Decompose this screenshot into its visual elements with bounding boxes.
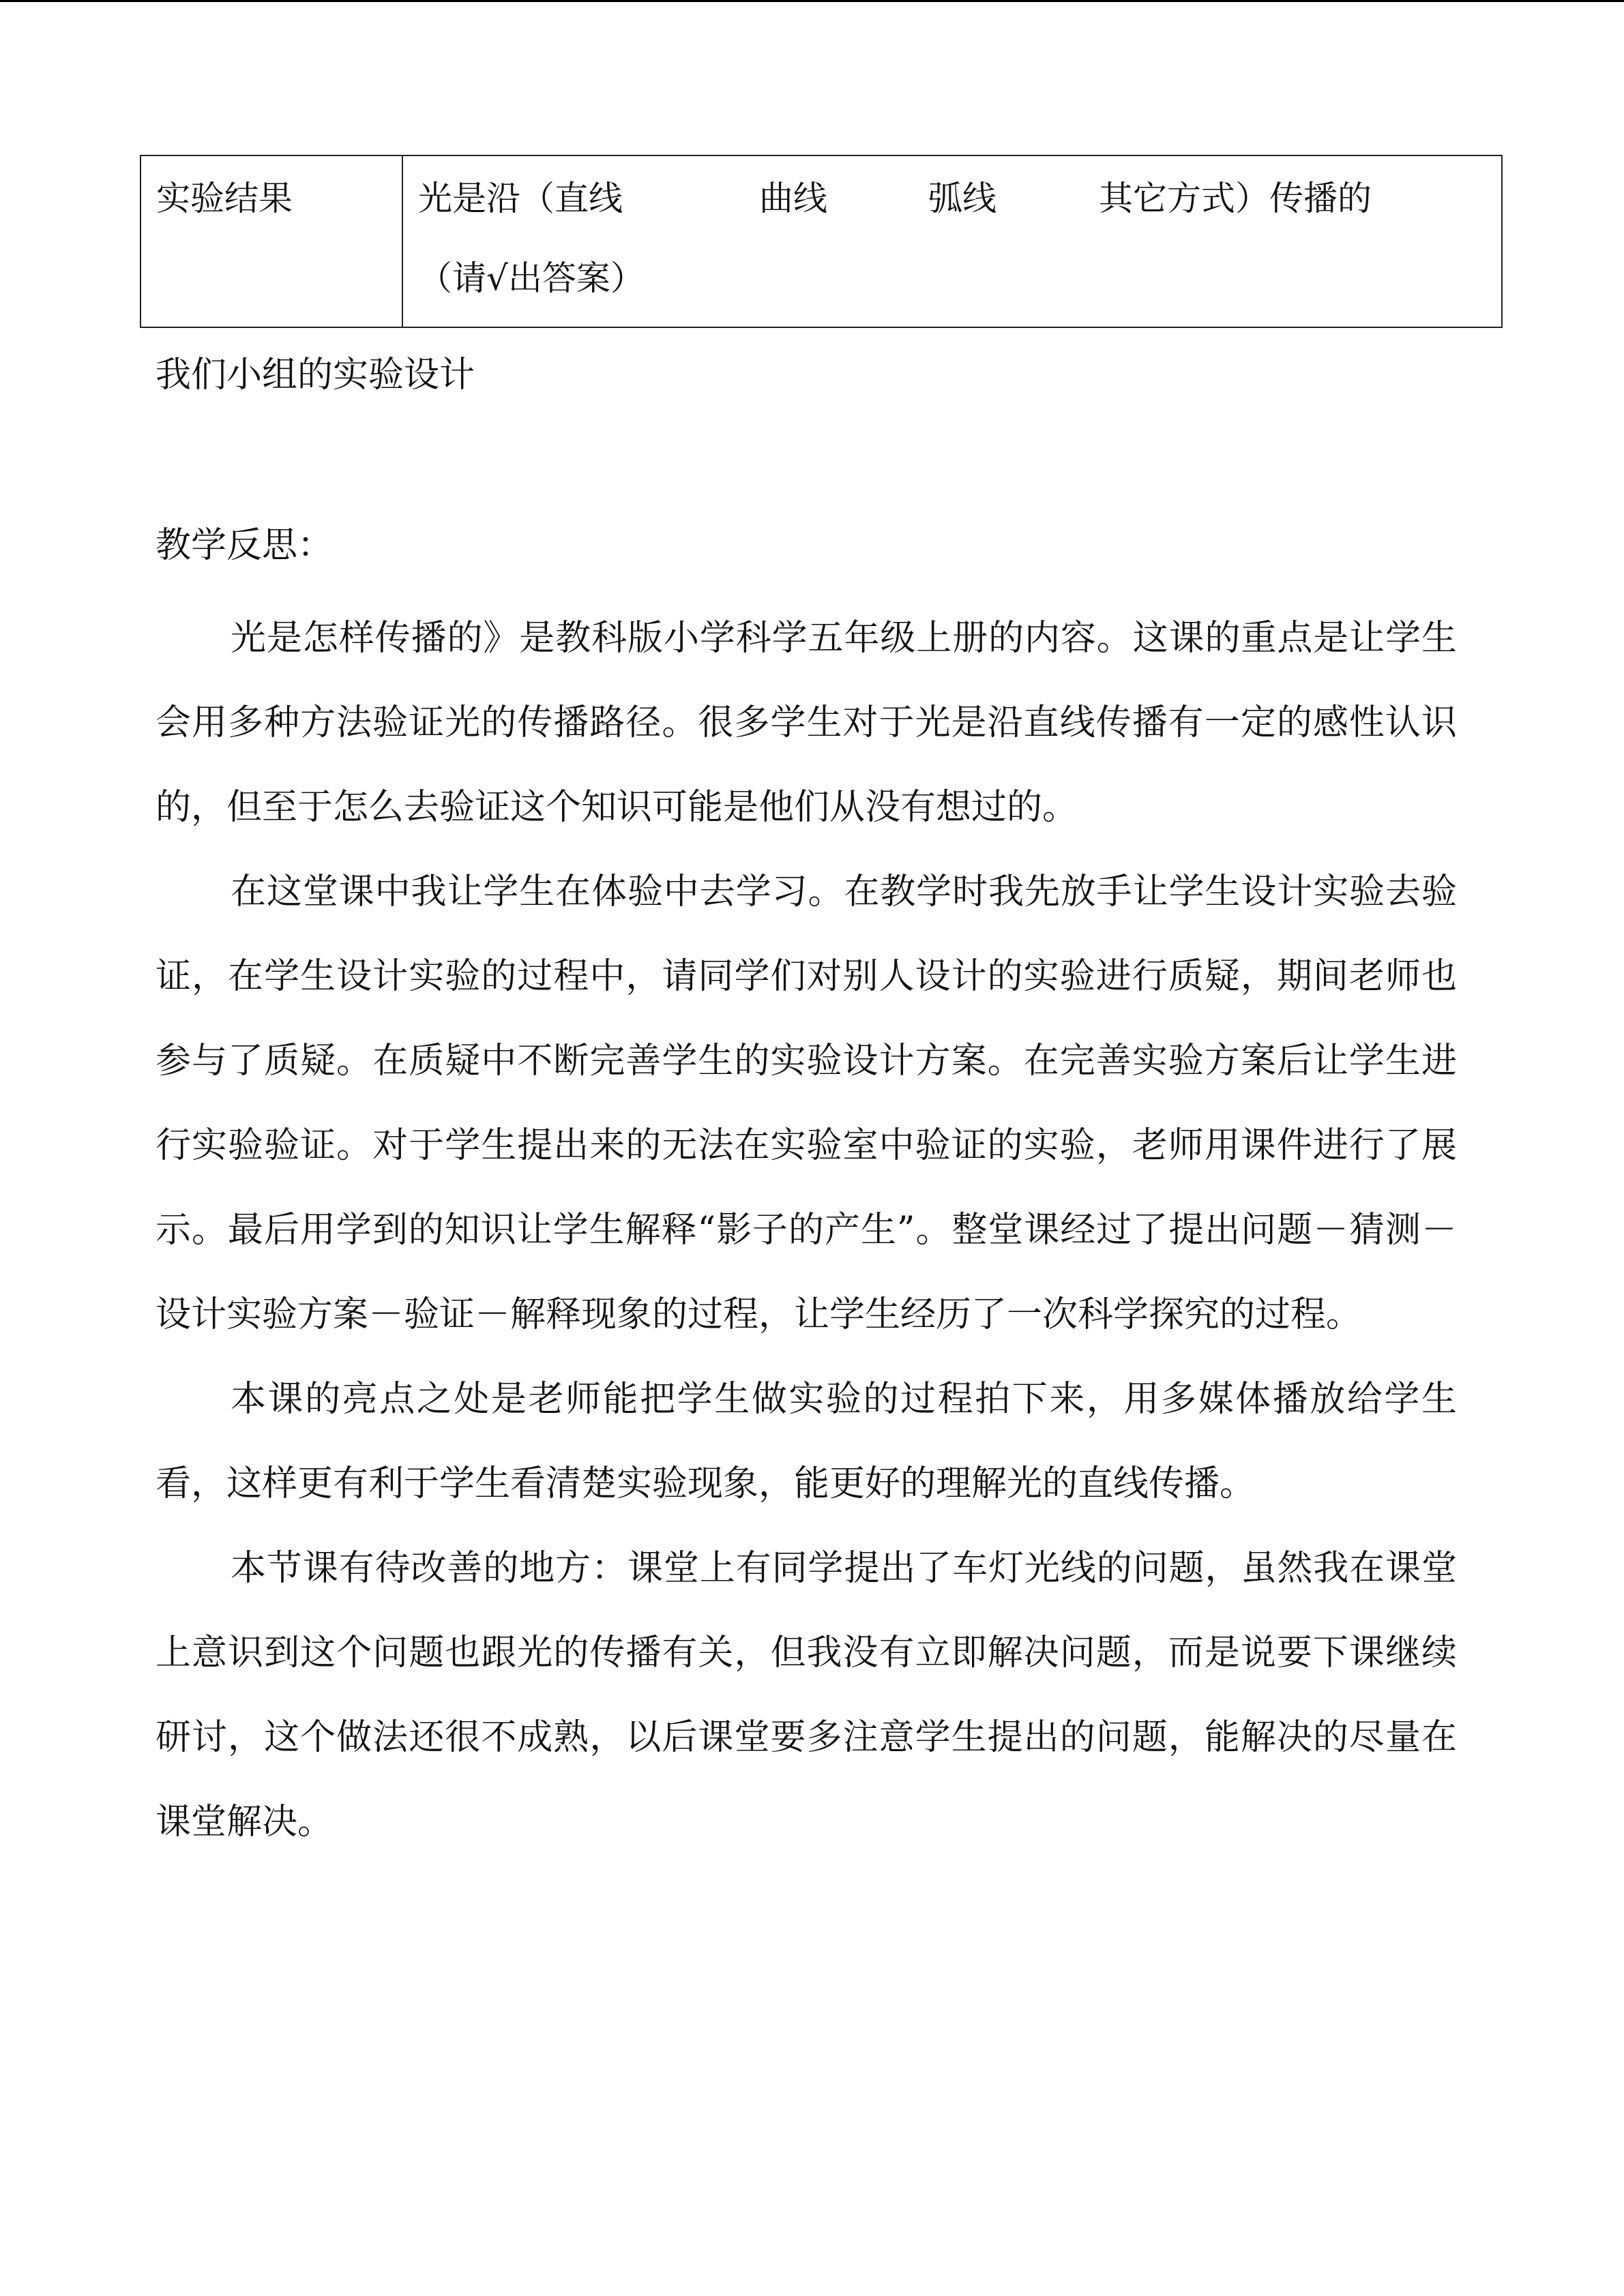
table-row [141,155,1502,327]
page-top-border [0,0,1624,2]
option-curve[interactable]: 曲线 [759,179,827,218]
result-instruction: （请√出答案） [418,258,645,298]
reflection-body [156,596,1457,1864]
result-options-line [403,156,1501,241]
reflection-paragraph: 本课的亮点之处是老师能把学生做实验的过程拍下来，用多媒体播放给学生看，这样更有利于学生看清楚实验现象，能更好的理解光的直线传播。 [156,1379,1457,1504]
reflection-paragraph: 在这堂课中我让学生在体验中去学习。在教学时我先放手让学生设计实验去验证，在学生设计实验的过程中，请同学们对别人设计的实验进行质疑，期间老师也参与了质疑。在质疑中不断完善学生的实验设计方案。在完善实验方案后让学生进行实验验证。对于学生提出来的无法在实验室中验证的实验，老师用课件进行了展示。最后用学到的知识让学生解释“影子的产生”。整堂课经过了提出问题－猜测－设计实验方案－验证－解释现象的过程，让学生经历了一次科学探究的过程。 [156,871,1457,1335]
result-label: 实验结果 [156,179,293,218]
experiment-result-table [140,155,1503,328]
reflection-heading: 教学反思： [156,525,334,566]
reflection-paragraph: 光是怎样传播的》是教科版小学科学五年级上册的内容。这课的重点是让学生会用多种方法验证光的传播路径。很多学生对于光是沿直线传播有一定的感性认识的，但至于怎么去验证这个知识可能是他们从没有想过的。 [156,618,1457,828]
result-content-cell [402,155,1502,327]
reflection-paragraph: 本节课有待改善的地方：课堂上有同学提出了车灯光线的问题，虽然我在课堂上意识到这个问题也跟光的传播有关，但我没有立即解决问题，而是说要下课继续研讨，这个做法还很不成熟，以后课堂要多注意学生提出的问题，能解决的尽量在课堂解决。 [156,1548,1457,1843]
result-label-cell [141,155,402,327]
option-straight-line[interactable]: 光是沿（直线 [418,179,623,218]
group-design-heading: 我们小组的实验设计 [156,355,475,396]
option-other[interactable]: 其它方式）传播的 [1099,179,1372,218]
option-arc[interactable]: 弧线 [928,179,996,218]
